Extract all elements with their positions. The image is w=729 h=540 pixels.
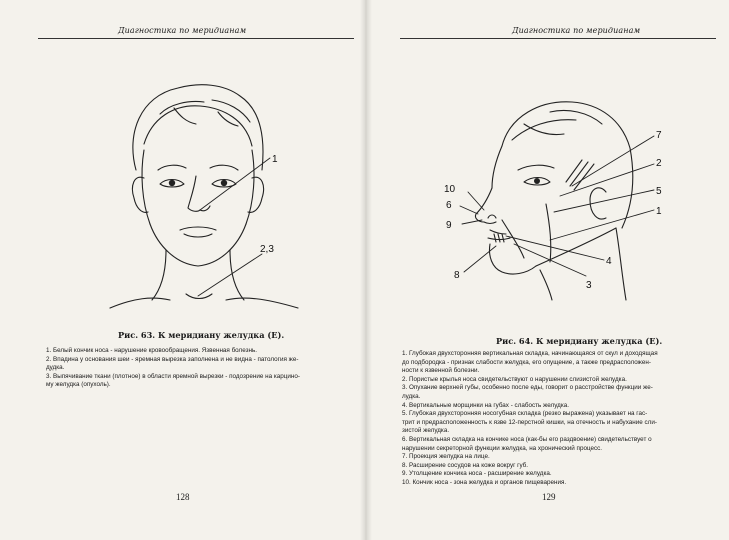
right-page <box>366 0 729 540</box>
right-running-head: Диагностика по меридианам <box>512 26 641 35</box>
right-figure-label-7: 7 <box>656 130 662 141</box>
profile-eye-pupil <box>534 178 540 184</box>
right-figure-label-4: 4 <box>606 256 612 267</box>
right-eye-pupil <box>221 180 227 186</box>
right-figure-label-9: 9 <box>446 220 452 231</box>
left-figure-label-2-3: 2,3 <box>260 244 274 255</box>
right-list-item: 5. Глубокая двухсторонняя носогубная складка (резко выражена) указывает на гас- <box>402 410 648 418</box>
left-list-item: му желудка (опухоль). <box>46 381 111 389</box>
right-list-item: 7. Проекция желудка на лице. <box>402 453 490 461</box>
left-item-list <box>46 347 300 390</box>
right-figure-label-1: 1 <box>656 206 662 217</box>
right-figure-label-3: 3 <box>586 280 592 291</box>
left-figure-label-1: 1 <box>272 154 278 165</box>
left-figure-caption: Рис. 63. К меридиану желудка (E). <box>118 330 285 340</box>
right-list-item: 10. Кончик носа - зона желудка и органов пищеварения. <box>402 478 567 486</box>
right-list-item: 6. Вертикальная складка на кончике носа (как-бы его раздвоение) свидетельствует о <box>402 435 652 443</box>
right-list-item: трит и предрасположенность к язве 12-перстной кишки, на отечность и набухание сли- <box>402 418 657 426</box>
right-figure-label-10: 10 <box>444 184 456 195</box>
book-gutter <box>360 0 372 540</box>
left-list-item: 2. Впадина у основания шеи - яремная вырезка заполнена и не видна - патология же- <box>46 355 299 363</box>
right-figure-label-2: 2 <box>656 158 662 169</box>
right-list-item: 1. Глубокая двухсторонняя вертикальная складка, начинающаяся от скул и доходящая <box>402 350 658 357</box>
right-figure-label-5: 5 <box>656 186 662 197</box>
right-list-item: зистой желудка. <box>402 427 450 435</box>
right-list-item: 2. Пористые крылья носа свидетельствуют о нарушении слизистой желудка. <box>402 375 627 383</box>
right-list-item: ности к язвенной болезни. <box>402 367 480 375</box>
right-header-rule <box>400 38 716 39</box>
right-figure-label-8: 8 <box>454 270 460 281</box>
right-list-item: 9. Утолщение кончика носа - расширение желудка. <box>402 470 552 478</box>
right-page-number: 129 <box>542 492 556 502</box>
right-list-item: до подбородка - признак слабости желудка, его опущение, а также предрасположен- <box>402 358 651 366</box>
left-page-number: 128 <box>176 492 190 502</box>
right-list-item: 3. Опухание верхней губы, особенно после еды, говорит о расстройстве функции же- <box>402 384 653 392</box>
right-figure-caption: Рис. 64. К меридиану желудка (E). <box>496 336 663 346</box>
right-list-item: лудка. <box>402 392 421 400</box>
left-list-item: 3. Выпячивание ткани (плотное) в области яремной вырезки - подозрение на карцино- <box>46 372 300 380</box>
right-list-item: 8. Расширение сосудов на коже вокруг губ. <box>402 461 529 469</box>
right-figure-label-6: 6 <box>446 200 452 211</box>
profile-face-illustration <box>440 96 680 302</box>
left-running-head: Диагностика по меридианам <box>118 26 247 35</box>
left-header-rule <box>38 38 354 39</box>
left-list-item: дудка. <box>46 364 65 372</box>
right-item-list <box>402 350 658 488</box>
right-list-item: нарушении секреторной функции желудка, на хронический процесс. <box>402 444 603 452</box>
left-list-item: 1. Белый кончик носа - нарушение кровообращения. Язвенная болезнь. <box>46 347 257 354</box>
front-face-illustration <box>100 74 310 310</box>
left-eye-pupil <box>169 180 175 186</box>
right-list-item: 4. Вертикальные морщинки на губах - слабость желудка. <box>402 401 569 409</box>
